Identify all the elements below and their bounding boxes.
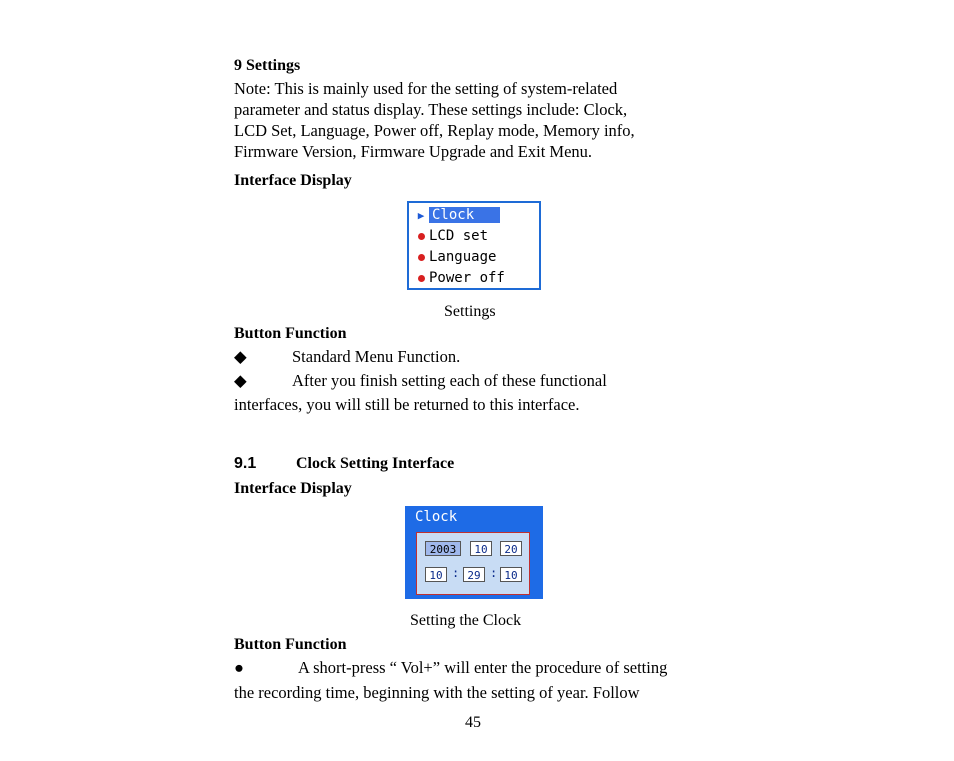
button-function-label: Button Function bbox=[234, 636, 347, 653]
bullet-dot-icon bbox=[418, 233, 425, 240]
selection-arrow-icon: ▶ bbox=[417, 209, 425, 222]
menu-item-power-off: Power off bbox=[413, 269, 537, 288]
clock-fields-panel bbox=[416, 532, 530, 595]
interface-display-label: Interface Display bbox=[234, 480, 352, 497]
month-field: 10 bbox=[470, 541, 492, 556]
clock-caption: Setting the Clock bbox=[410, 612, 522, 629]
section-title: Clock Setting Interface bbox=[296, 455, 455, 472]
note-line: parameter and status display. These settings include: Clock, bbox=[234, 100, 628, 119]
bullet-dot-icon bbox=[418, 254, 425, 261]
day-field: 20 bbox=[500, 541, 522, 556]
bullet-item: ◆ Standard Menu Function. bbox=[234, 347, 461, 366]
menu-item-clock: ▶ Clock bbox=[413, 206, 537, 225]
note-paragraph bbox=[234, 78, 714, 162]
note-line: LCD Set, Language, Power off, Replay mode, Memory info, bbox=[234, 121, 635, 140]
time-separator: : bbox=[490, 566, 498, 580]
bullet-item: ◆ After you finish setting each of these functional bbox=[234, 371, 607, 390]
button-function-label: Button Function bbox=[234, 325, 347, 342]
menu-item-lcd-set: LCD set bbox=[413, 227, 537, 246]
minute-field: 29 bbox=[463, 567, 485, 582]
clock-title: Clock bbox=[415, 509, 458, 525]
circle-bullet-icon: ● bbox=[234, 658, 244, 677]
clock-screenshot bbox=[405, 506, 543, 599]
hour-field: 10 bbox=[425, 567, 447, 582]
page-number: 45 bbox=[465, 714, 481, 731]
bullet-continuation: the recording time, beginning with the setting of year. Follow bbox=[234, 683, 640, 702]
interface-display-label: Interface Display bbox=[234, 172, 352, 189]
diamond-bullet-icon: ◆ bbox=[234, 371, 247, 390]
settings-caption: Settings bbox=[444, 303, 496, 320]
bullet-item: ● A short-press “ Vol+” will enter the procedure of setting bbox=[234, 658, 668, 677]
section-number: 9.1 bbox=[234, 455, 257, 472]
diamond-bullet-icon: ◆ bbox=[234, 347, 247, 366]
note-line: Firmware Version, Firmware Upgrade and Exit Menu. bbox=[234, 142, 593, 161]
section-9-heading: 9 Settings bbox=[234, 57, 301, 74]
bullet-dot-icon bbox=[418, 275, 425, 282]
note-line: Note: This is mainly used for the setting of system-related bbox=[234, 79, 618, 98]
settings-menu-screenshot bbox=[407, 201, 541, 290]
menu-item-language: Language bbox=[413, 248, 537, 267]
time-separator: : bbox=[452, 566, 460, 580]
section-9-1-heading bbox=[234, 455, 454, 473]
bullet-continuation: interfaces, you will still be returned to this interface. bbox=[234, 395, 580, 414]
second-field: 10 bbox=[500, 567, 522, 582]
year-field: 2003 bbox=[425, 541, 461, 556]
